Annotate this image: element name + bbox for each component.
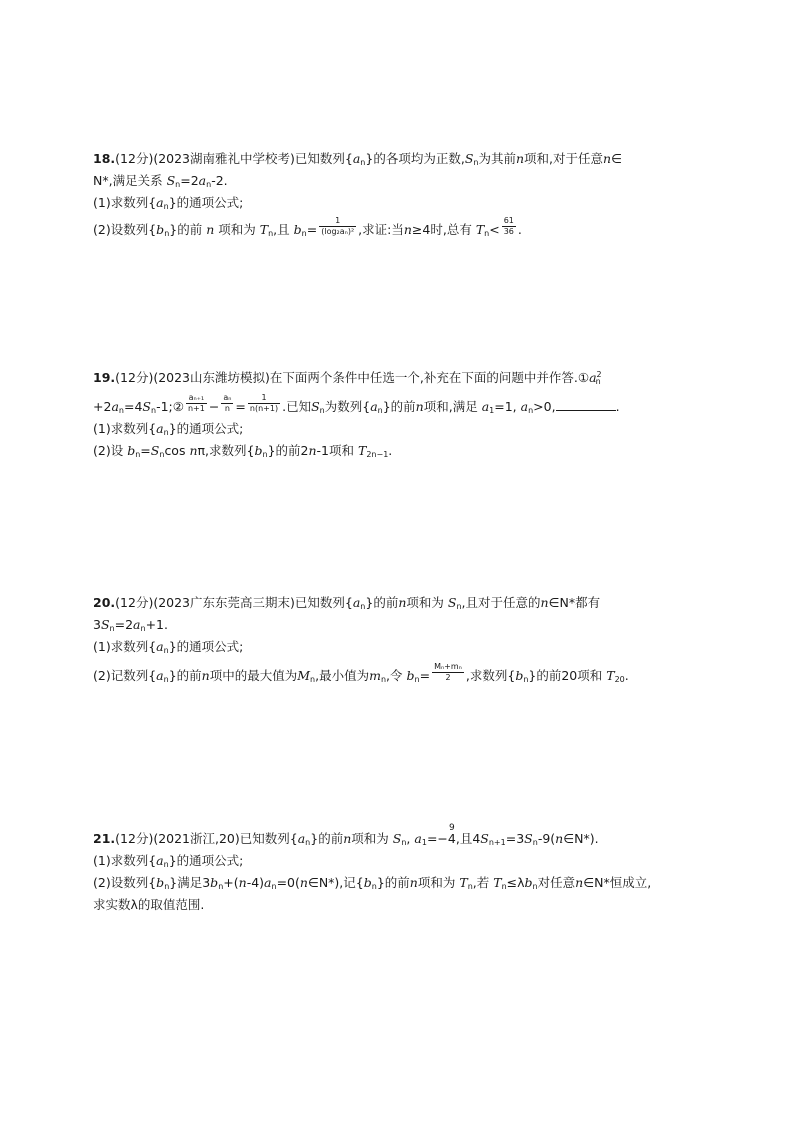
question-18 (93, 150, 713, 243)
question-19 (93, 366, 713, 464)
condition-1-mark: ① (577, 370, 590, 385)
q20-fraction: $\frac{\text{Mₙ+mₙ}}{2}$ (434, 662, 462, 682)
q18-part-1: (1)求数列$\{a_n\}$的通项公式; (93, 195, 244, 211)
q18-part-2: (2)设数列$\{b_n\}$的前 n 项和为 $T_n$,且 $b_n=$ $\frac{1}{\text{(log₂aₙ)²}}$ ,求证:当n≥4时,总有 $T_n<$ $\frac{61}{36}$ . (93, 216, 522, 238)
q21-part-1: (1)求数列$\{a_n\}$的通项公式; (93, 853, 244, 869)
q21-line-1: 21.(12分)(2021浙江,20)已知数列$\{a_n\}$的前n项和为 $S_n$, $a_1=-$ 9 4,且$4S_{n+1}=3S_n-9(n\in N*)$. (93, 823, 599, 847)
q19-line-1: 19.(12分)(2023山东潍坊模拟)在下面两个条件中任选一个,补充在下面的问题中并作答$.①a^2_n$ (93, 370, 602, 386)
q18-line-2: N*,满足关系 $S_n=2a_n-2$. (93, 173, 228, 189)
q21-part-2-cont: 求实数λ的取值范围. (93, 897, 205, 912)
q19-number: 19. (93, 370, 116, 385)
q18-number: 18. (93, 151, 116, 166)
q19-line-2: $+2a_n=4S_n-1;②$ $\frac{\text{aₙ₊₁}}{n+1}$ − $\frac{\text{aₙ}}{n}$ = $\frac{1}{n(n+1)}$ .已知$S_n$为数列$\{a_n\}$的前n项和,满足 $a_1=1$, $a_n>0$, . (93, 393, 620, 415)
q21-number: 21. (93, 831, 116, 846)
q20-part-1: (1)求数列$\{a_n\}$的通项公式; (93, 639, 244, 655)
q18-fraction: $\frac{1}{\text{(log₂aₙ)²}}$ (321, 216, 355, 236)
answer-blank (556, 399, 616, 411)
q20-number: 20. (93, 595, 116, 610)
q21-part-2: (2)设数列$\{b_n\}$满足$3b_n+(n-4)a_n=0(n\in N*)$,记$\{b_n\}$的前n项和为 $T_n$,若 $T_n\le\lambda b_n$对任意n∈N*恒成立, (93, 875, 652, 891)
q18-line-1: 18.(12分)(2023湖南雅礼中学校考)已知数列$\{a_n\}$的各项均为正数$,S_n$为其前n项和,对于任意n∈ (93, 151, 622, 167)
condition-2-mark: ② (172, 399, 184, 414)
q20-line-2: $3S_n=2a_n+1$. (93, 617, 168, 633)
q20-part-2: (2)记数列$\{a_n\}$的前n项中的最大值为$M_n$,最小值为$m_n$,令 $b_n=$ $\frac{\text{Mₙ+mₙ}}{2}$ ,求数列$\{b_n\}$的前20项和 $T_{20}$. (93, 662, 629, 684)
q19-part-1: (1)求数列$\{a_n\}$的通项公式; (93, 421, 244, 437)
question-20 (93, 594, 713, 689)
q20-line-1: 20.(12分)(2023广东东莞高三期末)已知数列$\{a_n\}$的前n项和为 $S_n$,且对于任意的n∈N*都有 (93, 595, 601, 611)
q18-fraction-2: $\frac{61}{36}$ (503, 216, 514, 236)
question-21 (93, 823, 713, 914)
q19-part-2: (2)设 $b_n=S_n\cos$ nπ,求数列$\{b_n\}$的前2n-1项和 $T_{2n-1}$. (93, 443, 393, 459)
